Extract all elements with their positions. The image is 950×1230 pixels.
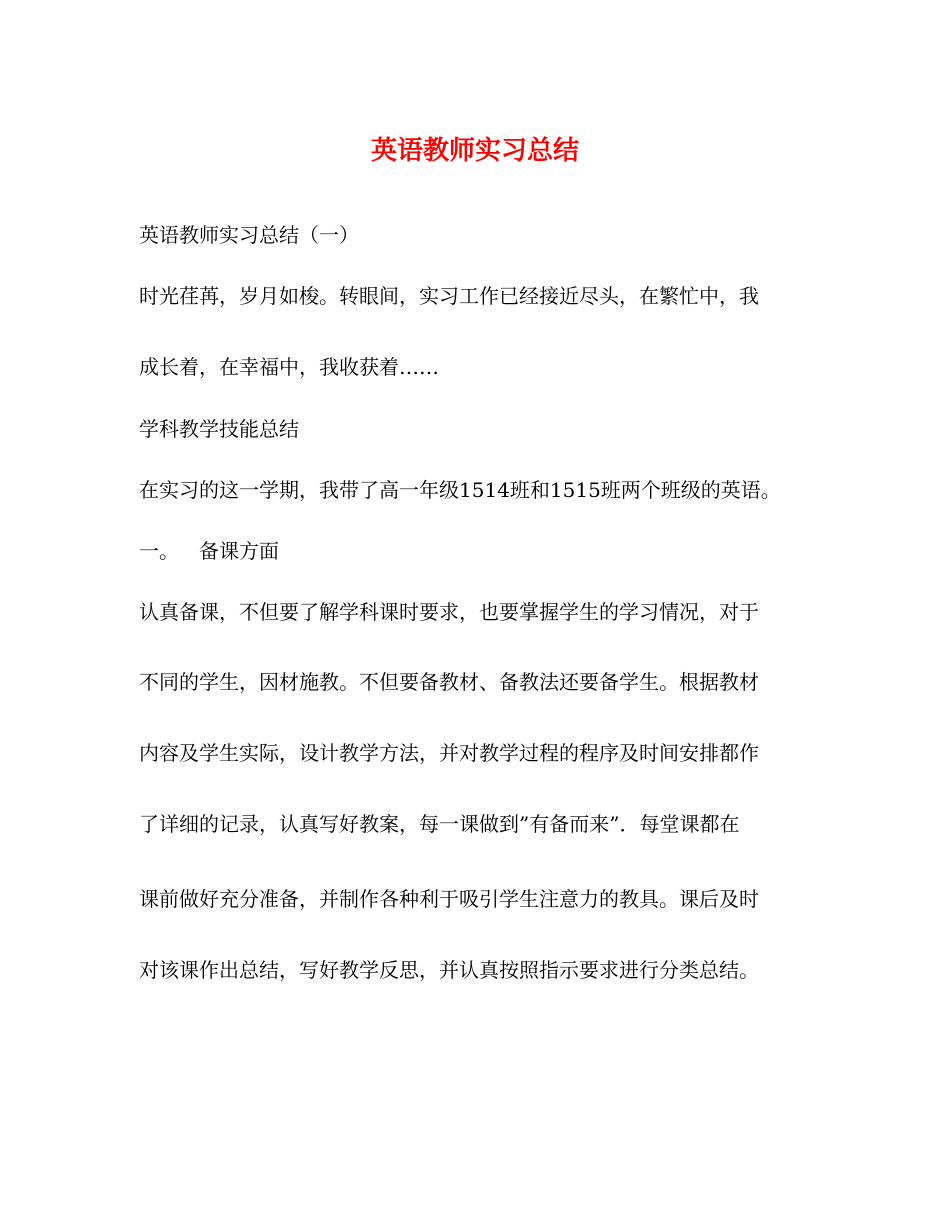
paragraph-line: 时光荏苒，岁月如梭。转眼间，实习工作已经接近尽头，在繁忙中，我	[139, 284, 759, 308]
paragraph-line: 不同的学生，因材施教。不但要备教材、备教法还要备学生。根据教材	[139, 670, 759, 694]
paragraph-line: 认真备课，不但要了解学科课时要求，也要掌握学生的学习情况，对于	[139, 600, 759, 624]
subsection-heading: 学科教学技能总结	[139, 417, 299, 441]
paragraph-line: 了详细的记录，认真写好教案，每一课做到”有备而来”．每堂课都在	[139, 812, 740, 836]
paragraph-line: 课前做好充分准备，并制作各种利于吸引学生注意力的教具。课后及时	[139, 887, 759, 911]
list-heading	[139, 536, 279, 566]
paragraph-line: 在实习的这一学期，我带了高一年级1514班和1515班两个班级的英语。	[139, 478, 781, 502]
list-number: 一。	[139, 539, 179, 563]
paragraph-line: 成长着，在幸福中，我收获着……	[139, 355, 439, 379]
paragraph-line: 内容及学生实际，设计教学方法，并对教学过程的程序及时间安排都作	[139, 741, 759, 765]
list-heading-text: 备课方面	[199, 539, 279, 563]
document-title: 英语教师实习总结	[370, 136, 579, 166]
paragraph-line: 对该课作出总结，写好教学反思，并认真按照指示要求进行分类总结。	[139, 958, 759, 982]
section-heading: 英语教师实习总结（一）	[139, 223, 359, 247]
